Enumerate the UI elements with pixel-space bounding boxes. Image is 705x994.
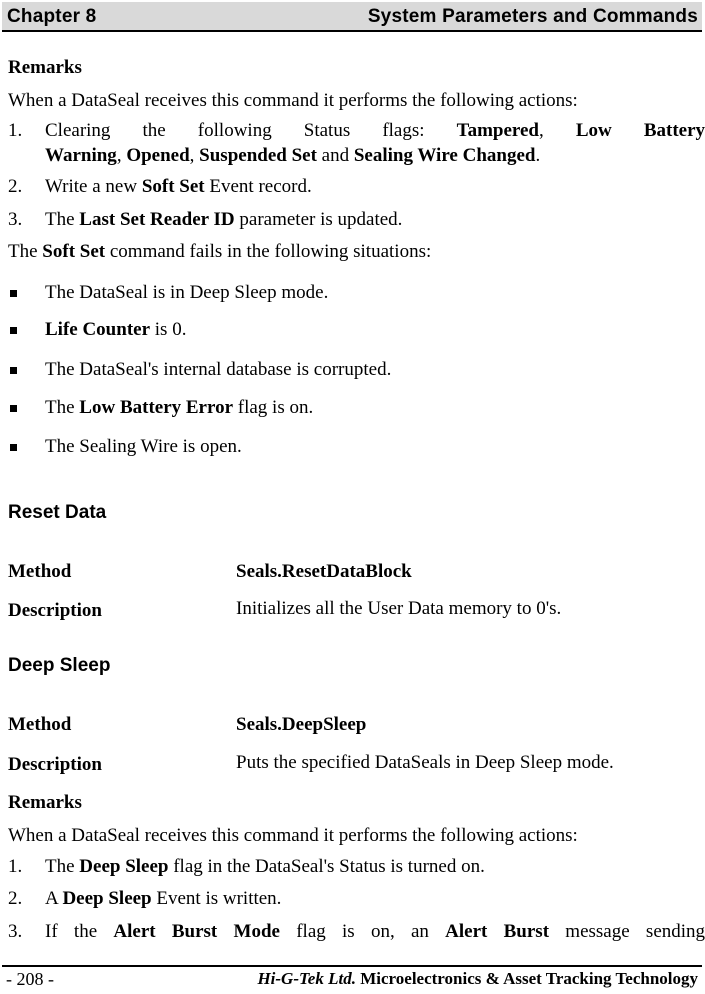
bullet-marker (10, 327, 17, 334)
list-item-1: The Deep Sleep flag in the DataSeal's Status is turned on. (45, 856, 485, 877)
bullet-marker (10, 405, 17, 412)
list-number: 1. (8, 120, 23, 141)
fails-intro: The Soft Set command fails in the following situations: (8, 241, 432, 262)
method-label: Method (8, 561, 72, 582)
remarks-intro: When a DataSeal receives this command it performs the following actions: (8, 825, 578, 846)
section-heading-reset-data: Reset Data (8, 502, 107, 523)
list-item-1-line-1: Clearing the following Status flags: Tampered, Low Battery (45, 120, 705, 141)
list-item-2: Write a new Soft Set Event record. (45, 176, 312, 197)
page-header (2, 2, 702, 32)
method-value: Seals.DeepSleep (236, 714, 367, 735)
remarks-intro: When a DataSeal receives this command it performs the following actions: (8, 90, 578, 111)
bullet-item: The Low Battery Error flag is on. (45, 397, 314, 418)
list-item-3: The Last Set Reader ID parameter is updated. (45, 209, 403, 230)
list-number: 3. (8, 921, 23, 942)
method-value: Seals.ResetDataBlock (236, 561, 412, 582)
list-number: 2. (8, 888, 23, 909)
section-heading-deep-sleep: Deep Sleep (8, 655, 111, 676)
bullet-item: The DataSeal's internal database is corrupted. (45, 359, 392, 380)
footer-company: Hi-G-Tek Ltd. Microelectronics & Asset Tracking Technology (257, 969, 698, 988)
list-number: 3. (8, 209, 23, 230)
page-footer (2, 965, 702, 993)
bullet-item: Life Counter is 0. (45, 319, 187, 340)
description-value: Initializes all the User Data memory to 0's. (236, 598, 562, 619)
bullet-item: The Sealing Wire is open. (45, 436, 242, 457)
list-item-2: A Deep Sleep Event is written. (45, 888, 282, 909)
remarks-heading: Remarks (8, 792, 82, 813)
list-item-1-line-2: Warning, Opened, Suspended Set and Sealing Wire Changed. (45, 145, 541, 166)
bullet-marker (10, 290, 17, 297)
bullet-marker (10, 367, 17, 374)
bullet-item: The DataSeal is in Deep Sleep mode. (45, 282, 329, 303)
description-label: Description (8, 600, 102, 621)
description-label: Description (8, 754, 102, 775)
section-title: System Parameters and Commands (367, 6, 698, 27)
page-number: - 208 - (6, 969, 54, 989)
chapter-label: Chapter 8 (7, 6, 97, 27)
remarks-heading: Remarks (8, 57, 82, 78)
description-value: Puts the specified DataSeals in Deep Sleep mode. (236, 752, 614, 773)
list-number: 1. (8, 856, 23, 877)
list-number: 2. (8, 176, 23, 197)
bullet-marker (10, 444, 17, 451)
method-label: Method (8, 714, 72, 735)
list-item-3: If the Alert Burst Mode flag is on, an Alert Burst message sending (45, 921, 705, 942)
